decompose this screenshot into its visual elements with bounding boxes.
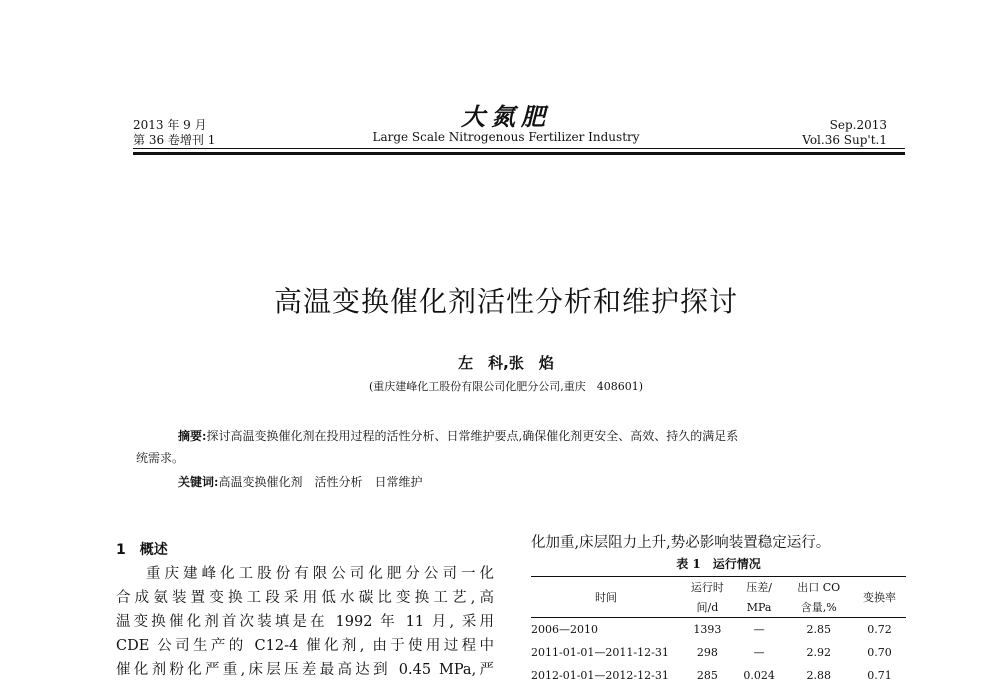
body-line: 催化剂粉化严重,床层压差最高达到 0.45 MPa,严 xyxy=(116,662,494,678)
cell-co: 2.85 xyxy=(806,623,831,636)
abstract-text-1: 探讨高温变换催化剂在投用过程的活性分析、日常维护要点,确保催化剂更安全、高效、持久的满足系 xyxy=(206,429,739,443)
cell-time: 2006—2010 xyxy=(531,623,598,636)
keywords-label: 关键词: xyxy=(178,475,219,489)
header-rule-thin xyxy=(133,148,905,149)
body-line: 合成氨装置变换工段采用低水碳比变换工艺,高 xyxy=(116,590,494,606)
cell-days: 285 xyxy=(696,669,718,682)
cell-dp: 0.024 xyxy=(743,669,775,682)
body-line: 重庆建峰化工股份有限公司化肥分公司一化 xyxy=(146,566,494,582)
col-header-dp-bottom: MPa xyxy=(734,597,784,618)
operation-table xyxy=(531,576,906,687)
table-caption: 表 1 运行情况 xyxy=(676,557,761,571)
journal-logo: 大氮肥 xyxy=(461,102,551,131)
continued-paragraph: 化加重,床层阻力上升,势必影响装置稳定运行。 xyxy=(531,535,831,551)
abstract-label: 摘要: xyxy=(178,429,207,443)
issue-date-en: Sep.2013 xyxy=(829,118,887,132)
issue-volume: 第 36 卷增刊 1 xyxy=(133,133,216,147)
cell-conversion: 0.71 xyxy=(867,669,892,682)
col-header-co-top: 出口 CO xyxy=(784,577,853,598)
cell-days: 1393 xyxy=(693,623,722,636)
col-header-run-bottom: 间/d xyxy=(681,597,734,618)
cell-dp: — xyxy=(753,623,765,636)
table-row xyxy=(531,641,906,664)
header-rule-thick xyxy=(133,152,905,155)
keywords xyxy=(178,473,422,490)
author-affiliation: (重庆建峰化工股份有限公司化肥分公司,重庆 408601) xyxy=(368,380,644,393)
cell-days: 298 xyxy=(696,646,718,659)
issue-date: 2013 年 9 月 xyxy=(133,118,207,132)
col-header-time: 时间 xyxy=(531,577,681,618)
col-header-co-bottom: 含量,% xyxy=(784,597,853,618)
cell-dp: — xyxy=(753,646,765,659)
cell-conversion: 0.70 xyxy=(867,646,892,659)
article-title: 高温变换催化剂活性分析和维护探讨 xyxy=(273,285,738,318)
abstract xyxy=(178,427,738,444)
cell-time: 2011-01-01—2011-12-31 xyxy=(531,646,669,659)
issue-date-en-block xyxy=(802,118,887,148)
cell-time: 2012-01-01—2012-12-31 xyxy=(531,669,669,682)
cell-conversion: 0.72 xyxy=(867,623,892,636)
keywords-text: 高温变换催化剂 活性分析 日常维护 xyxy=(218,475,423,489)
col-header-conversion: 变换率 xyxy=(853,577,906,618)
section-heading: 1 概述 xyxy=(116,542,168,558)
body-line: 温变换催化剂首次装填是在 1992 年 11 月, 采用 xyxy=(116,614,494,630)
col-header-run-top: 运行时 xyxy=(681,577,734,598)
abstract-text-2: 统需求。 xyxy=(136,451,185,465)
section-body xyxy=(116,562,494,682)
cell-co: 2.88 xyxy=(806,669,831,682)
article-authors: 左 科,张 焰 xyxy=(458,354,554,372)
col-header-dp-top: 压差/ xyxy=(734,577,784,598)
issue-volume-en: Vol.36 Sup't.1 xyxy=(802,133,887,147)
journal-name-en: Large Scale Nitrogenous Fertilizer Industry xyxy=(372,130,640,144)
body-line: CDE 公司生产的 C12-4 催化剂, 由于使用过程中 xyxy=(116,638,494,654)
cell-co: 2.92 xyxy=(806,646,831,659)
table-row xyxy=(531,618,906,642)
